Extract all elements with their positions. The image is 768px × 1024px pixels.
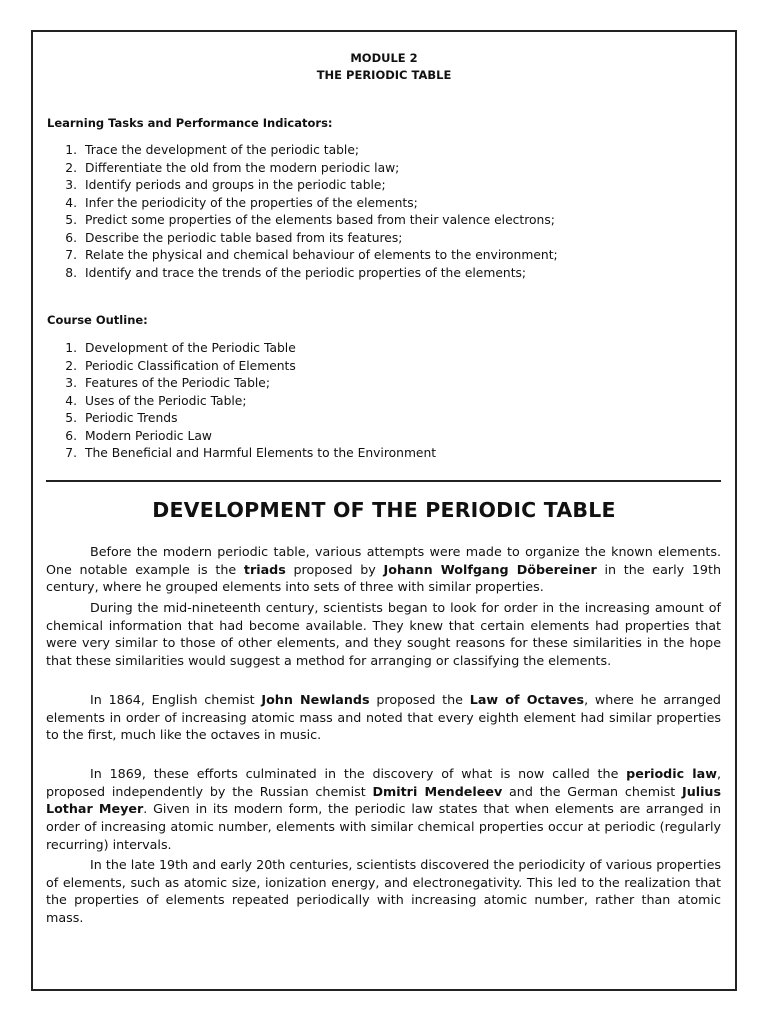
list-item <box>53 410 436 428</box>
list-item-number: 7. <box>65 248 77 262</box>
list-item-text: Trace the development of the periodic table; <box>85 143 360 157</box>
text-run: . Given in its modern form, the periodic law states that when elements are arranged in order of increasing atomic number, elements with similar chemical properties occur at periodic (regularly recurring) intervals. <box>46 801 721 852</box>
text-run: In 1869, these efforts culminated in the discovery of what is now called the <box>90 766 627 781</box>
section-title: DEVELOPMENT OF THE PERIODIC TABLE <box>152 498 616 522</box>
list-item-number: 6. <box>65 230 77 245</box>
list-item <box>53 212 558 230</box>
list-item-number: 4. <box>65 195 77 210</box>
list-item-text: The Beneficial and Harmful Elements to the Environment <box>85 446 437 460</box>
course-outline-list <box>53 340 436 463</box>
list-item-text: Modern Periodic Law <box>85 428 212 443</box>
text-run: , proposed independently by the Russian chemist <box>46 766 721 799</box>
list-item <box>53 393 436 411</box>
list-item-text: Predict some properties of the elements based from their valence electrons; <box>85 213 555 227</box>
bold-term: Julius Lothar Meyer <box>46 783 722 817</box>
list-item-number: 8. <box>65 265 77 280</box>
list-item-text: Periodic Trends <box>85 411 178 425</box>
list-item-text: Identify and trace the trends of the periodic properties of the elements; <box>85 265 527 280</box>
list-item-text: Uses of the Periodic Table; <box>85 393 247 408</box>
list-item <box>53 340 436 358</box>
list-item <box>53 247 558 265</box>
course-outline-heading: Course Outline: <box>47 313 148 327</box>
list-item <box>53 177 558 195</box>
learning-tasks-list <box>53 142 558 282</box>
list-item-text: Relate the physical and chemical behaviour of elements to the environment; <box>85 248 558 262</box>
bold-term: Law of Octaves <box>469 692 585 707</box>
list-item-number: 6. <box>65 428 77 443</box>
list-item <box>53 265 558 283</box>
list-item <box>53 195 558 213</box>
list-item-text: Periodic Classification of Elements <box>85 358 296 373</box>
text-run: and the German chemist <box>502 783 682 799</box>
list-item-number: 7. <box>65 446 77 460</box>
list-item <box>53 142 558 160</box>
bold-term: triads <box>243 561 286 577</box>
module-title: THE PERIODIC TABLE <box>316 68 452 82</box>
list-item-number: 2. <box>65 358 77 373</box>
text-run: in the early 19th century, where he grouped elements into sets of three with similar properties. <box>46 561 721 595</box>
list-item-text: Development of the Periodic Table <box>85 341 296 355</box>
list-item-number: 3. <box>65 376 77 390</box>
list-item-text: Describe the periodic table based from its features; <box>85 230 403 245</box>
list-item <box>53 445 436 463</box>
learning-tasks-heading: Learning Tasks and Performance Indicators: <box>47 116 333 130</box>
list-item-number: 5. <box>65 213 77 227</box>
list-item-text: Features of the Periodic Table; <box>85 376 271 390</box>
module-number: MODULE 2 <box>350 51 418 65</box>
text-run: In the late 19th and early 20th centuries, scientists discovered the periodicity of various properties of elements, such as atomic size, ionization energy, and electronegativity. This led to the realization that the properties of elements repeated periodically with increasing atomic number, rather than atomic mass. <box>46 857 721 926</box>
list-item-number: 1. <box>65 143 77 157</box>
body-paragraph <box>46 765 721 854</box>
list-item-number: 2. <box>65 160 77 175</box>
text-run: Before the modern periodic table, various attempts were made to organize the known elements. One notable example is the <box>46 544 721 577</box>
bold-term: Dmitri Mendeleev <box>372 783 503 799</box>
list-item-number: 1. <box>65 341 77 355</box>
body-paragraph <box>46 599 721 670</box>
list-item-number: 3. <box>65 178 77 192</box>
list-item-number: 4. <box>65 393 77 408</box>
list-item <box>53 230 558 248</box>
list-item-text: Infer the periodicity of the properties of the elements; <box>85 195 418 210</box>
text-run: In 1864, English chemist <box>90 692 262 707</box>
bold-term: Johann Wolfgang Döbereiner <box>383 561 597 577</box>
section-divider <box>46 480 721 482</box>
document-frame <box>31 30 737 991</box>
list-item <box>53 160 558 178</box>
text-run: During the mid-nineteenth century, scientists began to look for order in the increasing amount of chemical information that had become available. They knew that certain elements had properties that were very similar to those of other elements, and they sought reasons for these similarities in the hope that these similarities would suggest a method for arranging or classifying the elements. <box>46 600 721 669</box>
text-run: , where he arranged elements in order of increasing atomic mass and noted that every eighth element had similar properties to the first, much like the octaves in music. <box>46 692 721 743</box>
text-run: proposed the <box>369 692 470 707</box>
bold-term: periodic law <box>626 766 717 781</box>
body-paragraph <box>46 856 721 927</box>
bold-term: John Newlands <box>261 692 370 707</box>
list-item-number: 5. <box>65 411 77 425</box>
list-item <box>53 358 436 376</box>
list-item <box>53 375 436 393</box>
body-paragraph <box>46 691 721 744</box>
body-paragraph <box>46 543 721 596</box>
text-run: proposed by <box>285 561 384 577</box>
list-item-text: Identify periods and groups in the periodic table; <box>85 178 386 192</box>
list-item-text: Differentiate the old from the modern periodic law; <box>85 160 400 175</box>
list-item <box>53 428 436 446</box>
